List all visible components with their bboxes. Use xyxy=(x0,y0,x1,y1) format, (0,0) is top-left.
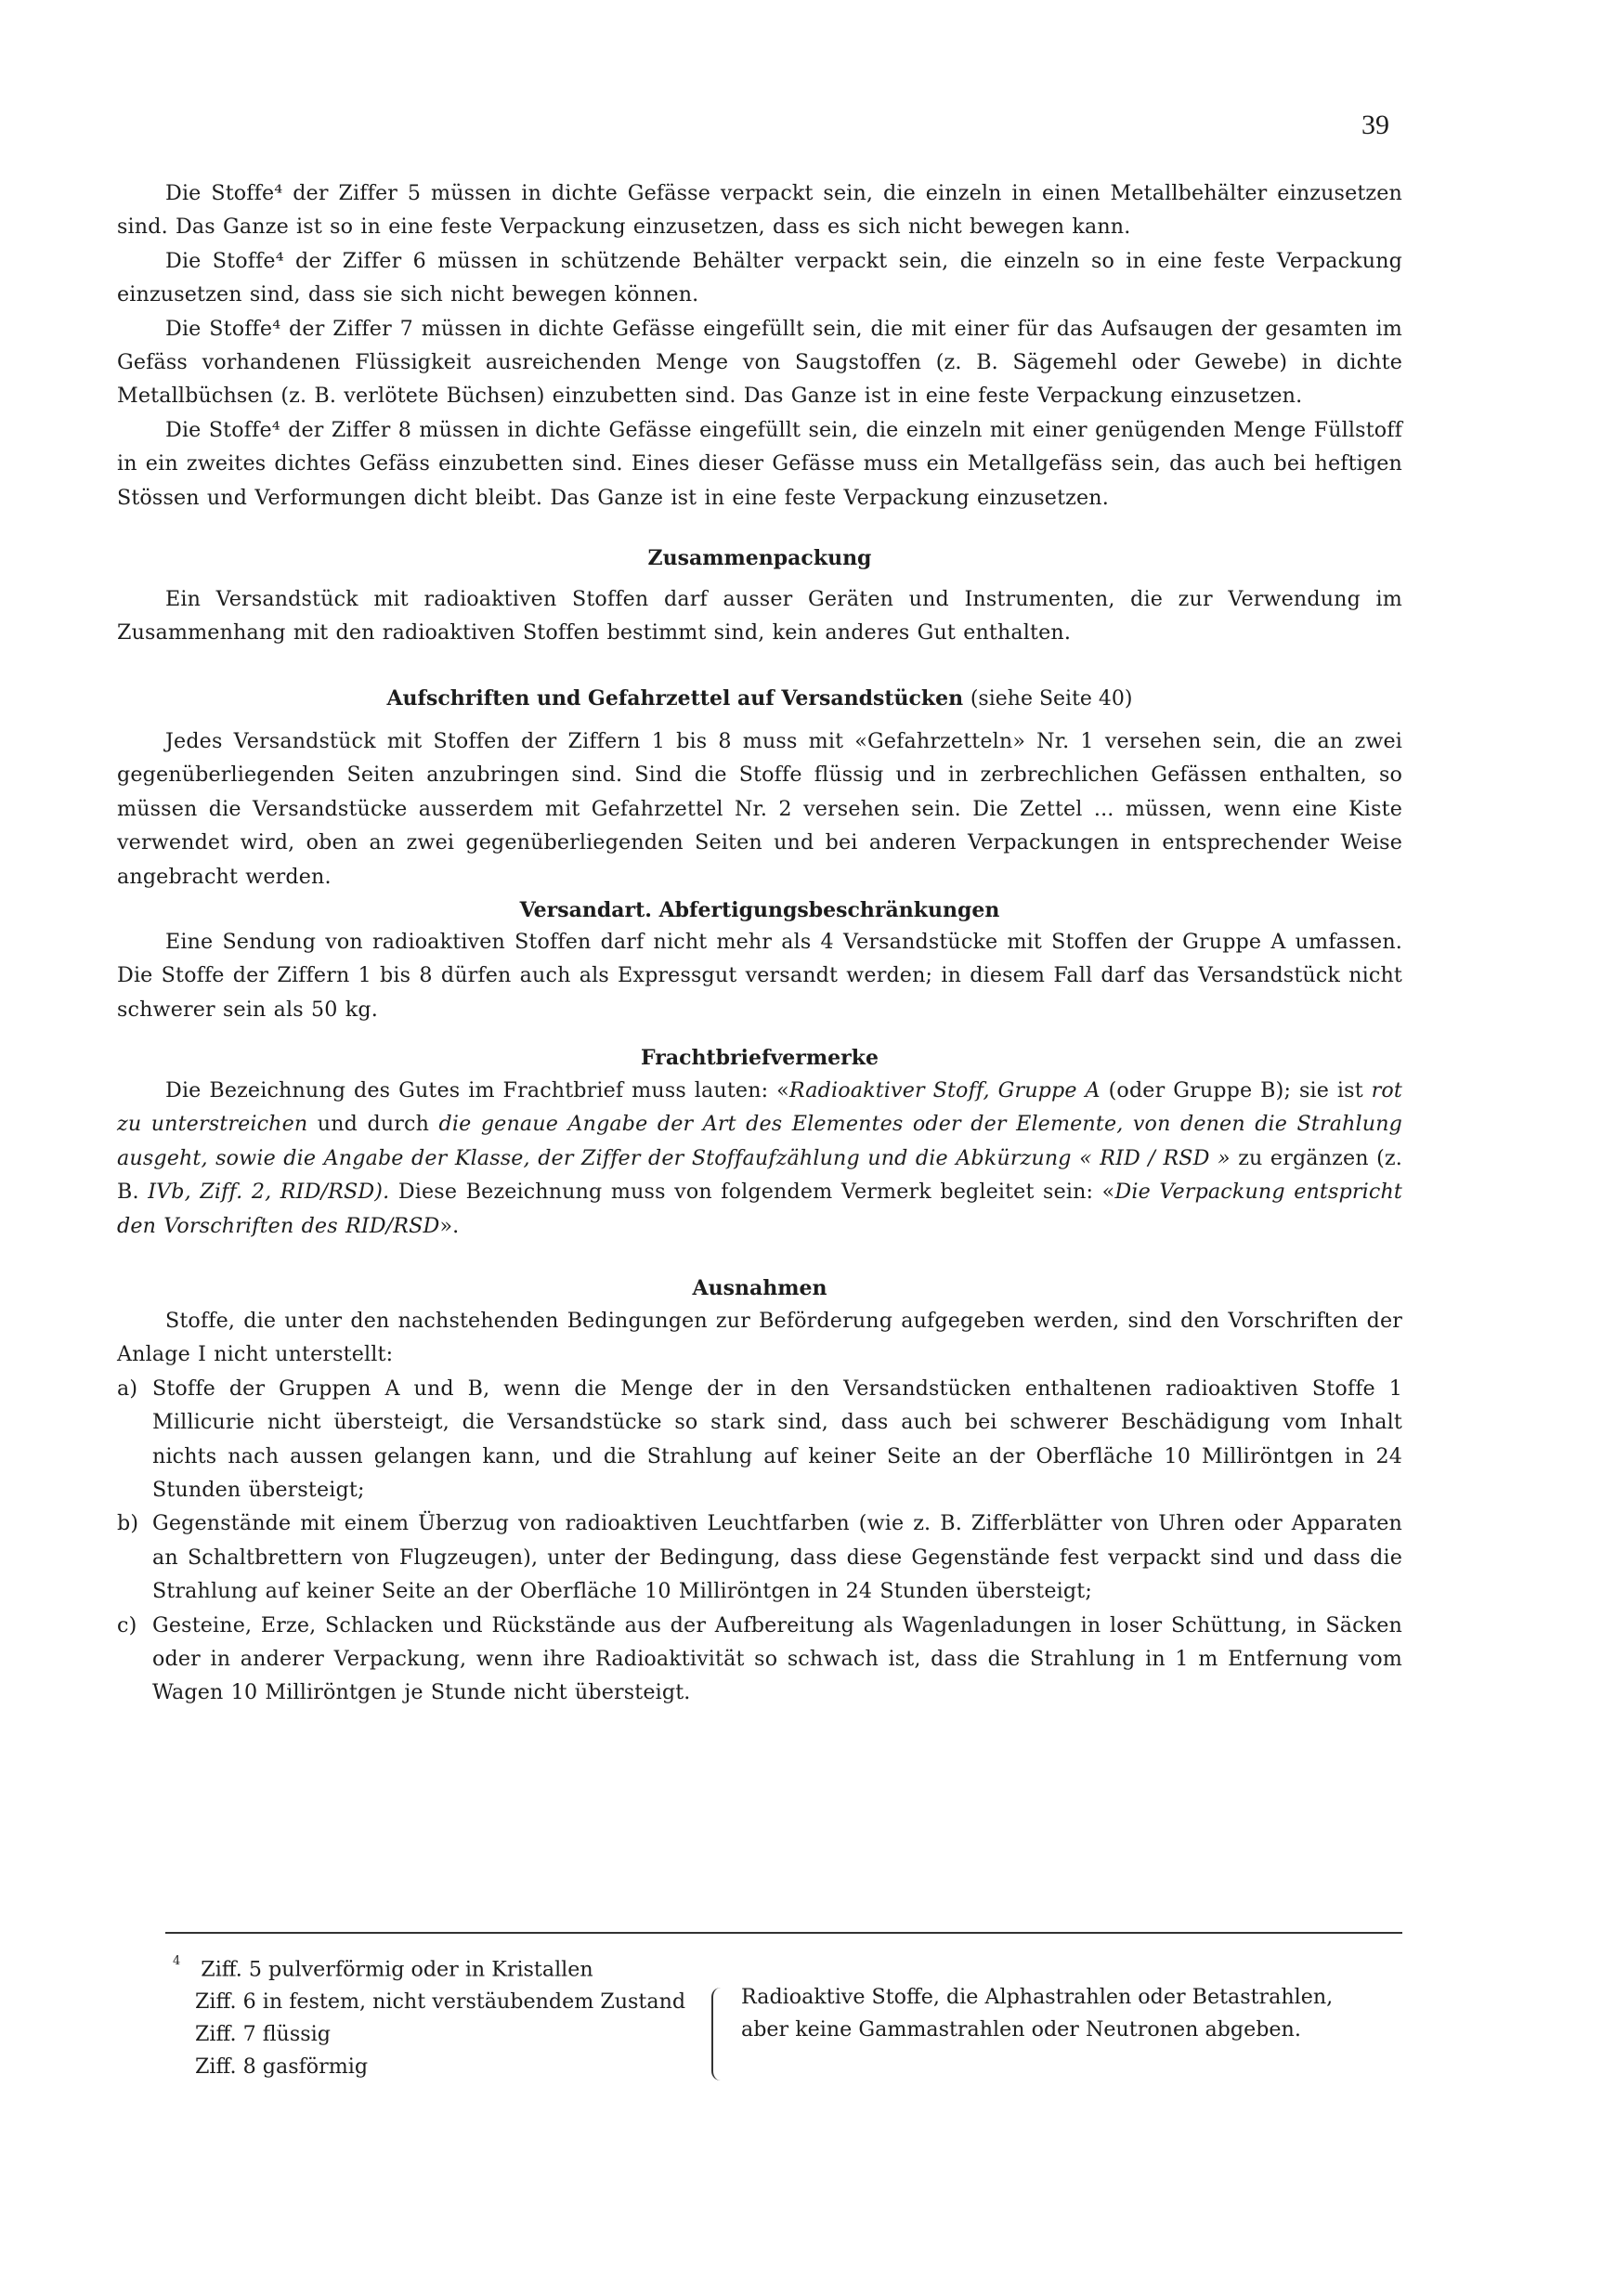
footnote-list xyxy=(173,1949,721,2083)
italic-run: die genaue Angabe der Art des Elementes oder der Elemente, von denen die Strahlung ausgeht, sowie die Angabe der Klasse, der Ziffer der Stoffaufzählung und die Abkürzung « RID / RSD » xyxy=(117,1112,1403,1170)
text-run: (oder Gruppe B); sie ist xyxy=(1100,1078,1372,1102)
footnote-line-text: Ziff. 5 pulverförmig oder in Kristallen xyxy=(201,1957,593,1982)
footnote-line: Ziff. 7 flüssig xyxy=(195,2022,331,2047)
section-text xyxy=(117,925,1402,1026)
footnote-line xyxy=(173,1949,721,1986)
list-marker: a) xyxy=(117,1376,138,1401)
section-heading: Frachtbriefvermerke xyxy=(641,1046,879,1070)
list-marker: c) xyxy=(117,1612,137,1637)
paragraph: Stoffe, die unter den nachstehenden Bedingungen zur Beförderung aufgegeben werden, sind den Vorschriften der Anlage I nicht unterstellt: xyxy=(117,1309,1402,1367)
list-text: Stoffe der Gruppen A und B, wenn die Menge der in den Versandstücken enthaltenen radioaktiven Stoffe 1 Millicurie nicht übersteigt, die Versandstücke so stark sind, dass auch bei schwerer Beschädigung vom Inhalt nichts nach aussen gelangen kann, und die Strahlung auf keiner Seite an der Oberfläche 10 Milliröntgen in 24 Stunden übersteigt; xyxy=(152,1376,1402,1503)
paragraph: Ein Versandstück mit radioaktiven Stoffen darf ausser Geräten und Instrumenten, die zur Verwendung im Zusammenhang mit den radioaktiven Stoffen bestimmt sind, kein anderes Gut enthalten. xyxy=(117,587,1402,646)
footnote-desc-line: aber keine Gammastrahlen oder Neutronen abgeben. xyxy=(741,2017,1301,2042)
text-run: zu ergänzen (z. B. xyxy=(117,1145,1402,1205)
italic-run: Radioaktiver Stoff, Gruppe A xyxy=(788,1078,1101,1102)
paragraph: Die Stoffe⁴ der Ziffer 6 müssen in schützende Behälter verpackt sein, die einzeln so in eine feste Verpackung einzusetzen sind, dass sie sich nicht bewegen können. xyxy=(117,248,1402,307)
list-item xyxy=(117,1372,1402,1507)
section-text xyxy=(117,1304,1402,1710)
section-text xyxy=(117,724,1402,894)
section-heading xyxy=(117,682,1402,716)
footnote-line: Ziff. 8 gasförmig xyxy=(195,2055,369,2080)
text-run: Die Bezeichnung des Gutes im Frachtbrief muss lauten: « xyxy=(165,1078,789,1102)
footnote-divider xyxy=(165,1932,1402,1934)
paragraph: Die Stoffe⁴ der Ziffer 8 müssen in dichte Gefässe eingefüllt sein, die einzeln mit einer genügenden Menge Füllstoff in ein zweites dichtes Gefäss einzubetten sind. Eines dieser Gefässe muss ein Metallgefäss sein, das auch bei heftigen Stössen und Verformungen dicht bleibt. Das Ganze ist in eine feste Verpackung einzusetzen. xyxy=(117,417,1402,510)
italic-run: rot zu unterstreichen xyxy=(117,1078,1403,1137)
paragraph: Die Stoffe⁴ der Ziffer 5 müssen in dichte Gefässe verpackt sein, die einzeln in einen Metallbehälter einzusetzen sind. Das Ganze ist so in eine feste Verpackung einzusetzen, dass es sich nicht bewegen kann. xyxy=(117,181,1402,240)
heading-text: Aufschriften und Gefahrzettel auf Versandstücken xyxy=(386,686,964,711)
section-text xyxy=(117,582,1402,650)
footnote-mark: 4 xyxy=(173,1954,181,1968)
footnote-line: Ziff. 6 in festem, nicht verstäubendem Zustand xyxy=(195,1989,686,2015)
paragraph xyxy=(117,1074,1402,1243)
paragraph: Die Stoffe⁴ der Ziffer 7 müssen in dichte Gefässe eingefüllt sein, die mit einer für das Aufsaugen der gesamten im Gefäss vorhandenen Flüssigkeit ausreichenden Menge von Saugstoffen (z. B. Sägemehl oder Gewebe) in dichte Metallbüchsen (z. B. verlötete Büchsen) einzubetten sind. Das Ganze ist in eine feste Verpackung einzusetzen. xyxy=(117,316,1402,409)
list-item xyxy=(117,1609,1402,1710)
brace xyxy=(711,1988,723,2081)
italic-run: Die Verpackung entspricht den Vorschriften des RID/RSD xyxy=(117,1180,1402,1238)
paragraph: Jedes Versandstück mit Stoffen der Ziffern 1 bis 8 muss mit «Gefahrzetteln» Nr. 1 versehen sein, die an zwei gegenüberliegenden Seiten anzubringen sind. Sind die Stoffe flüssig und in zerbrechlichen Gefässen enthalten, so müssen die Versandstücke ausserdem mit Gefahrzettel Nr. 2 versehen sein. Die Zettel ... müssen, wenn eine Kiste verwendet wird, oben an zwei gegenüberliegenden Seiten und bei anderen Verpackungen in entsprechender Weise angebracht werden. xyxy=(117,729,1402,889)
section-text xyxy=(117,1074,1402,1243)
list-text: Gegenstände mit einem Überzug von radioaktiven Leuchtfarben (wie z. B. Zifferblätter von Uhren oder Apparaten an Schaltbrettern von Flugzeugen), unter der Bedingung, dass diese Gegenstände fest verpackt sind und dass die Strahlung auf keiner Seite an der Oberfläche 10 Milliröntgen in 24 Stunden übersteigt; xyxy=(152,1511,1402,1604)
list-marker: b) xyxy=(117,1511,139,1536)
text-run: Diese Bezeichnung muss von folgendem Vermerk begleitet sein: « xyxy=(389,1180,1115,1205)
section-heading: Ausnahmen xyxy=(692,1276,827,1300)
list-item xyxy=(117,1507,1402,1608)
footnote-description xyxy=(741,1981,1484,2046)
intro-paragraphs xyxy=(117,176,1402,515)
paragraph: Eine Sendung von radioaktiven Stoffen darf nicht mehr als 4 Versandstücke mit Stoffen der Gruppe A umfassen. Die Stoffe der Ziffern 1 bis 8 dürfen auch als Expressgut versandt werden; in diesem Fall darf das Versandstück nicht schwerer sein als 50 kg. xyxy=(117,930,1402,1022)
italic-run: IVb, Ziff. 2, RID/RSD). xyxy=(148,1180,390,1205)
heading-note: (siehe Seite 40) xyxy=(970,687,1133,711)
list-text: Gesteine, Erze, Schlacken und Rückstände aus der Aufbereitung als Wagenladungen in loser Schüttung, in Säcken oder in anderer Verpackung, wenn ihre Radioaktivität so schwach ist, dass die Strahlung in 1 m Entfernung vom Wagen 10 Milliröntgen je Stunde nicht übersteigt. xyxy=(152,1612,1402,1705)
exceptions-list xyxy=(117,1372,1402,1710)
section-heading: Versandart. Abfertigungsbeschränkungen xyxy=(519,898,1000,922)
text-run: und durch xyxy=(307,1112,439,1137)
text-run: ». xyxy=(439,1213,460,1238)
footnote-desc-line: Radioaktive Stoffe, die Alphastrahlen oder Betastrahlen, xyxy=(741,1985,1334,2009)
page-number: 39 xyxy=(1361,110,1389,140)
section-heading: Zusammenpackung xyxy=(647,546,872,570)
